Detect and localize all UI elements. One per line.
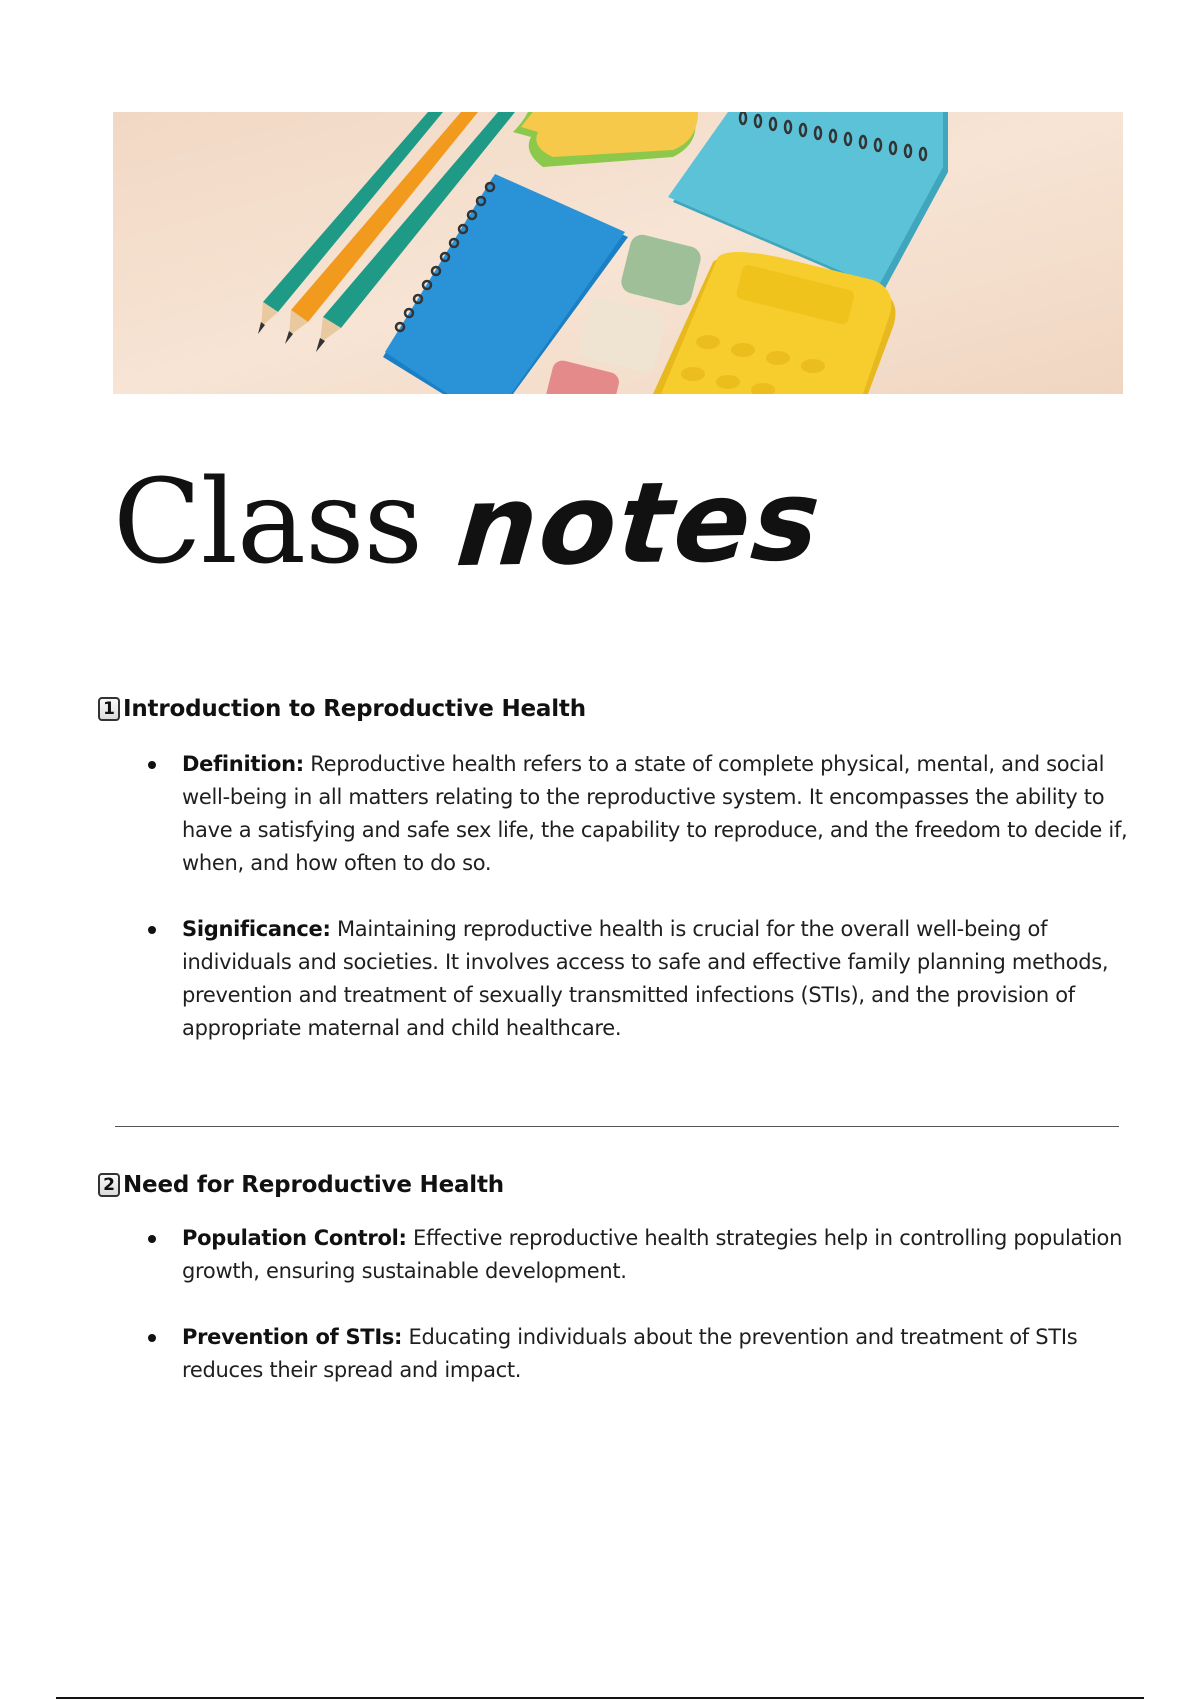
bullet-icon: [148, 926, 156, 934]
list-item-text: Effective reproductive health strategies help in controlling population growth, ensuring sustainable development.: [182, 1226, 1123, 1283]
bullet-icon: [148, 1235, 156, 1243]
section-heading: [98, 1168, 1128, 1202]
list-item-term: Definition:: [182, 752, 304, 776]
page-title: [113, 455, 827, 605]
stationery-flatlay-image: [113, 112, 1123, 394]
section-heading: [98, 692, 1128, 726]
list-item-text: Educating individuals about the prevention and treatment of STIs reduces their spread and impact.: [182, 1325, 1078, 1382]
title-serif-word: Class: [113, 455, 423, 590]
section-heading-text: Introduction to Reproductive Health: [123, 696, 586, 722]
bullet-list: [98, 1222, 1128, 1387]
list-item: [98, 913, 1138, 1045]
title-script-word: notes: [452, 455, 827, 593]
section-introduction: [98, 692, 1128, 1045]
list-item: [98, 748, 1138, 880]
number-badge: 1: [98, 697, 120, 721]
list-item: [98, 1222, 1138, 1288]
list-item-term: Population Control:: [182, 1226, 407, 1250]
section-need: [98, 1168, 1128, 1387]
bullet-icon: [148, 1334, 156, 1342]
section-divider: [115, 1126, 1119, 1127]
footer-rule: [56, 1697, 1144, 1699]
list-item: [98, 1321, 1138, 1387]
list-item-term: Prevention of STIs:: [182, 1325, 403, 1349]
bullet-list: [98, 748, 1128, 1045]
list-item-text: Reproductive health refers to a state of complete physical, mental, and social well-being in all matters relating to the reproductive system. It encompasses the ability to have a satisfying and safe sex life, the capability to reproduce, and the freedom to decide if, when, and how often to do so.: [182, 752, 1128, 875]
list-item-term: Significance:: [182, 917, 331, 941]
bullet-icon: [148, 761, 156, 769]
section-heading-text: Need for Reproductive Health: [123, 1172, 504, 1198]
list-item-text: Maintaining reproductive health is crucial for the overall well-being of individuals and societies. It involves access to safe and effective family planning methods, prevention and treatment of sexually transmitted infections (STIs), and the provision of appropriate maternal and child healthcare.: [182, 917, 1109, 1040]
number-badge: 2: [98, 1173, 120, 1197]
